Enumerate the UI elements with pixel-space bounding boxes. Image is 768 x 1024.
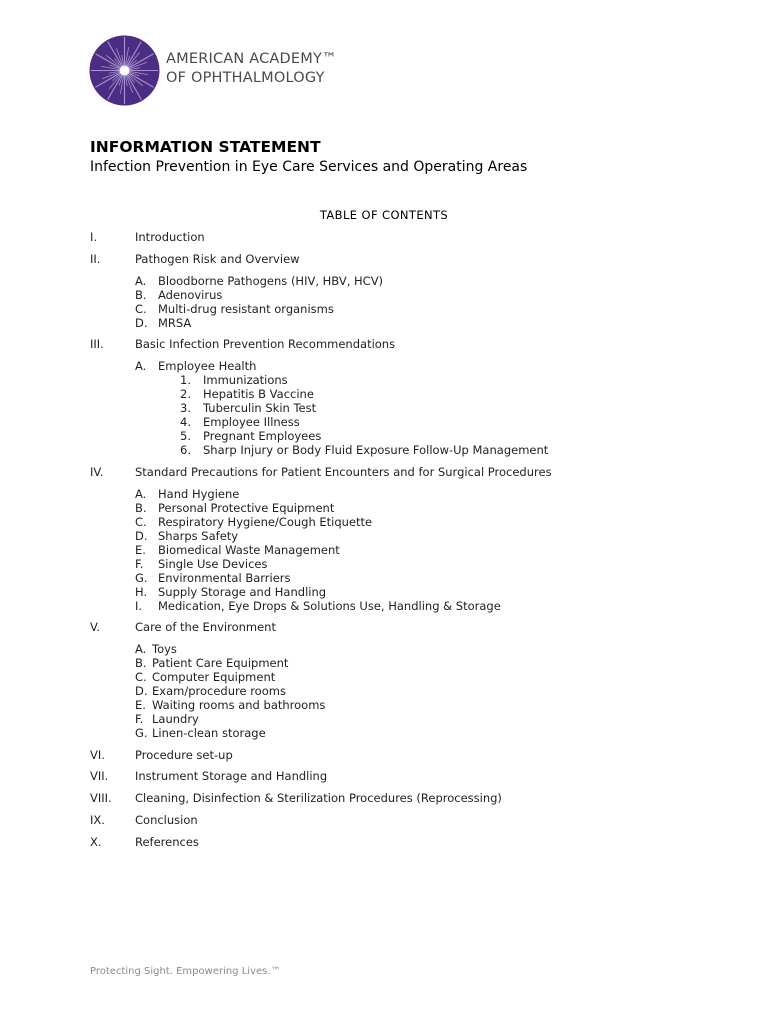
toc-item-letter: B.: [135, 287, 147, 302]
toc-item-label: Laundry: [152, 712, 199, 726]
academy-logo: [89, 35, 160, 106]
toc-item-letter: A.: [135, 486, 147, 501]
toc-item-letter: C.: [135, 670, 147, 684]
toc-section-label: Basic Infection Prevention Recommendations: [135, 337, 396, 352]
toc-section-label: Cleaning, Disinfection & Sterilization Procedures (Reprocessing): [135, 791, 502, 806]
footer-tagline: Protecting Sight. Empowering Lives.™: [90, 966, 281, 977]
organization-name-line1: AMERICAN ACADEMY™: [166, 51, 337, 67]
toc-item-label: Linen-clean storage: [152, 726, 266, 740]
toc-heading: TABLE OF CONTENTS: [319, 208, 449, 222]
toc-subitem-label: Pregnant Employees: [203, 429, 322, 443]
toc-section-label: Instrument Storage and Handling: [135, 769, 328, 784]
toc-item-label: Biomedical Waste Management: [158, 542, 340, 557]
toc-item-letter: D.: [135, 684, 148, 698]
toc-section-number: II.: [90, 251, 101, 266]
toc-subitem-number: 4.: [180, 415, 191, 429]
toc-item-letter: C.: [135, 301, 147, 316]
document-title: Infection Prevention in Eye Care Services and Operating Areas: [90, 159, 528, 175]
toc-subitem-number: 2.: [180, 387, 191, 401]
toc-item-label: Patient Care Equipment: [152, 656, 289, 670]
toc-section-label: Care of the Environment: [135, 620, 276, 635]
toc-section-number: VII.: [90, 769, 109, 784]
organization-name-line2: OF OPHTHALMOLOGY: [166, 70, 325, 86]
toc-subitem-label: Immunizations: [203, 373, 288, 387]
toc-item-label: Bloodborne Pathogens (HIV, HBV, HCV): [158, 273, 384, 288]
toc-item-letter: F.: [135, 556, 144, 571]
toc-item-label: Supply Storage and Handling: [158, 584, 327, 599]
toc-item-label: Sharps Safety: [158, 528, 239, 543]
toc-section-label: References: [135, 834, 199, 849]
toc-section-number: III.: [90, 337, 104, 352]
toc-item-label: MRSA: [158, 315, 192, 330]
toc-item-label: Single Use Devices: [158, 556, 268, 571]
toc-subitem-number: 3.: [180, 401, 191, 415]
toc-subitem-label: Hepatitis B Vaccine: [203, 387, 314, 401]
toc-section-label: Standard Precautions for Patient Encounters and for Surgical Procedures: [135, 464, 552, 479]
toc-item-letter: E.: [135, 542, 146, 557]
toc-item-label: Toys: [152, 642, 177, 656]
toc-item-label: Multi-drug resistant organisms: [158, 301, 334, 316]
toc-subitem-label: Employee Illness: [203, 415, 300, 429]
toc-item-label: Exam/procedure rooms: [152, 684, 286, 698]
toc-item-label: Personal Protective Equipment: [158, 500, 335, 515]
toc-item-letter: A.: [135, 359, 147, 373]
toc-item-label: Waiting rooms and bathrooms: [152, 698, 326, 712]
toc-item-label: Environmental Barriers: [158, 570, 291, 585]
toc-item-label: Hand Hygiene: [158, 486, 240, 501]
toc-subitem-number: 6.: [180, 443, 191, 457]
toc-section-number: I.: [90, 230, 98, 244]
toc-section-label: Conclusion: [135, 812, 198, 827]
toc-section-label: Introduction: [135, 230, 205, 244]
toc-item-label: Respiratory Hygiene/Cough Etiquette: [158, 514, 373, 529]
toc-item-label: Employee Health: [158, 359, 257, 373]
toc-section-number: V.: [90, 620, 101, 635]
toc-item-letter: G.: [135, 726, 148, 740]
toc-section-label: Procedure set-up: [135, 747, 233, 762]
toc-item-letter: I.: [135, 598, 143, 613]
toc-subitem-number: 5.: [180, 429, 191, 443]
toc-section-number: VI.: [90, 747, 105, 762]
toc-item-letter: B.: [135, 656, 147, 670]
toc-subitem-label: Tuberculin Skin Test: [203, 401, 317, 415]
toc-item-letter: E.: [135, 698, 146, 712]
toc-item-letter: H.: [135, 584, 148, 599]
toc-section-number: VIII.: [90, 791, 112, 806]
toc-item-letter: C.: [135, 514, 147, 529]
toc-item-letter: F.: [135, 712, 144, 726]
toc-subitem-number: 1.: [180, 373, 191, 387]
toc-item-label: Medication, Eye Drops & Solutions Use, Handling & Storage: [158, 598, 501, 613]
toc-item-letter: D.: [135, 315, 148, 330]
toc-section-number: IX.: [90, 812, 105, 827]
toc-item-letter: G.: [135, 570, 148, 585]
toc-item-letter: D.: [135, 528, 148, 543]
toc-item-label: Computer Equipment: [152, 670, 276, 684]
toc-item-letter: B.: [135, 500, 147, 515]
toc-section-number: IV.: [90, 464, 104, 479]
toc-item-letter: A.: [135, 642, 147, 656]
toc-section-label: Pathogen Risk and Overview: [135, 251, 300, 266]
toc-item-label: Adenovirus: [158, 287, 223, 302]
toc-section-number: X.: [90, 834, 102, 849]
toc-item-letter: A.: [135, 273, 147, 288]
toc-subitem-label: Sharp Injury or Body Fluid Exposure Follow-Up Management: [203, 443, 549, 457]
document-type: INFORMATION STATEMENT: [90, 138, 321, 156]
